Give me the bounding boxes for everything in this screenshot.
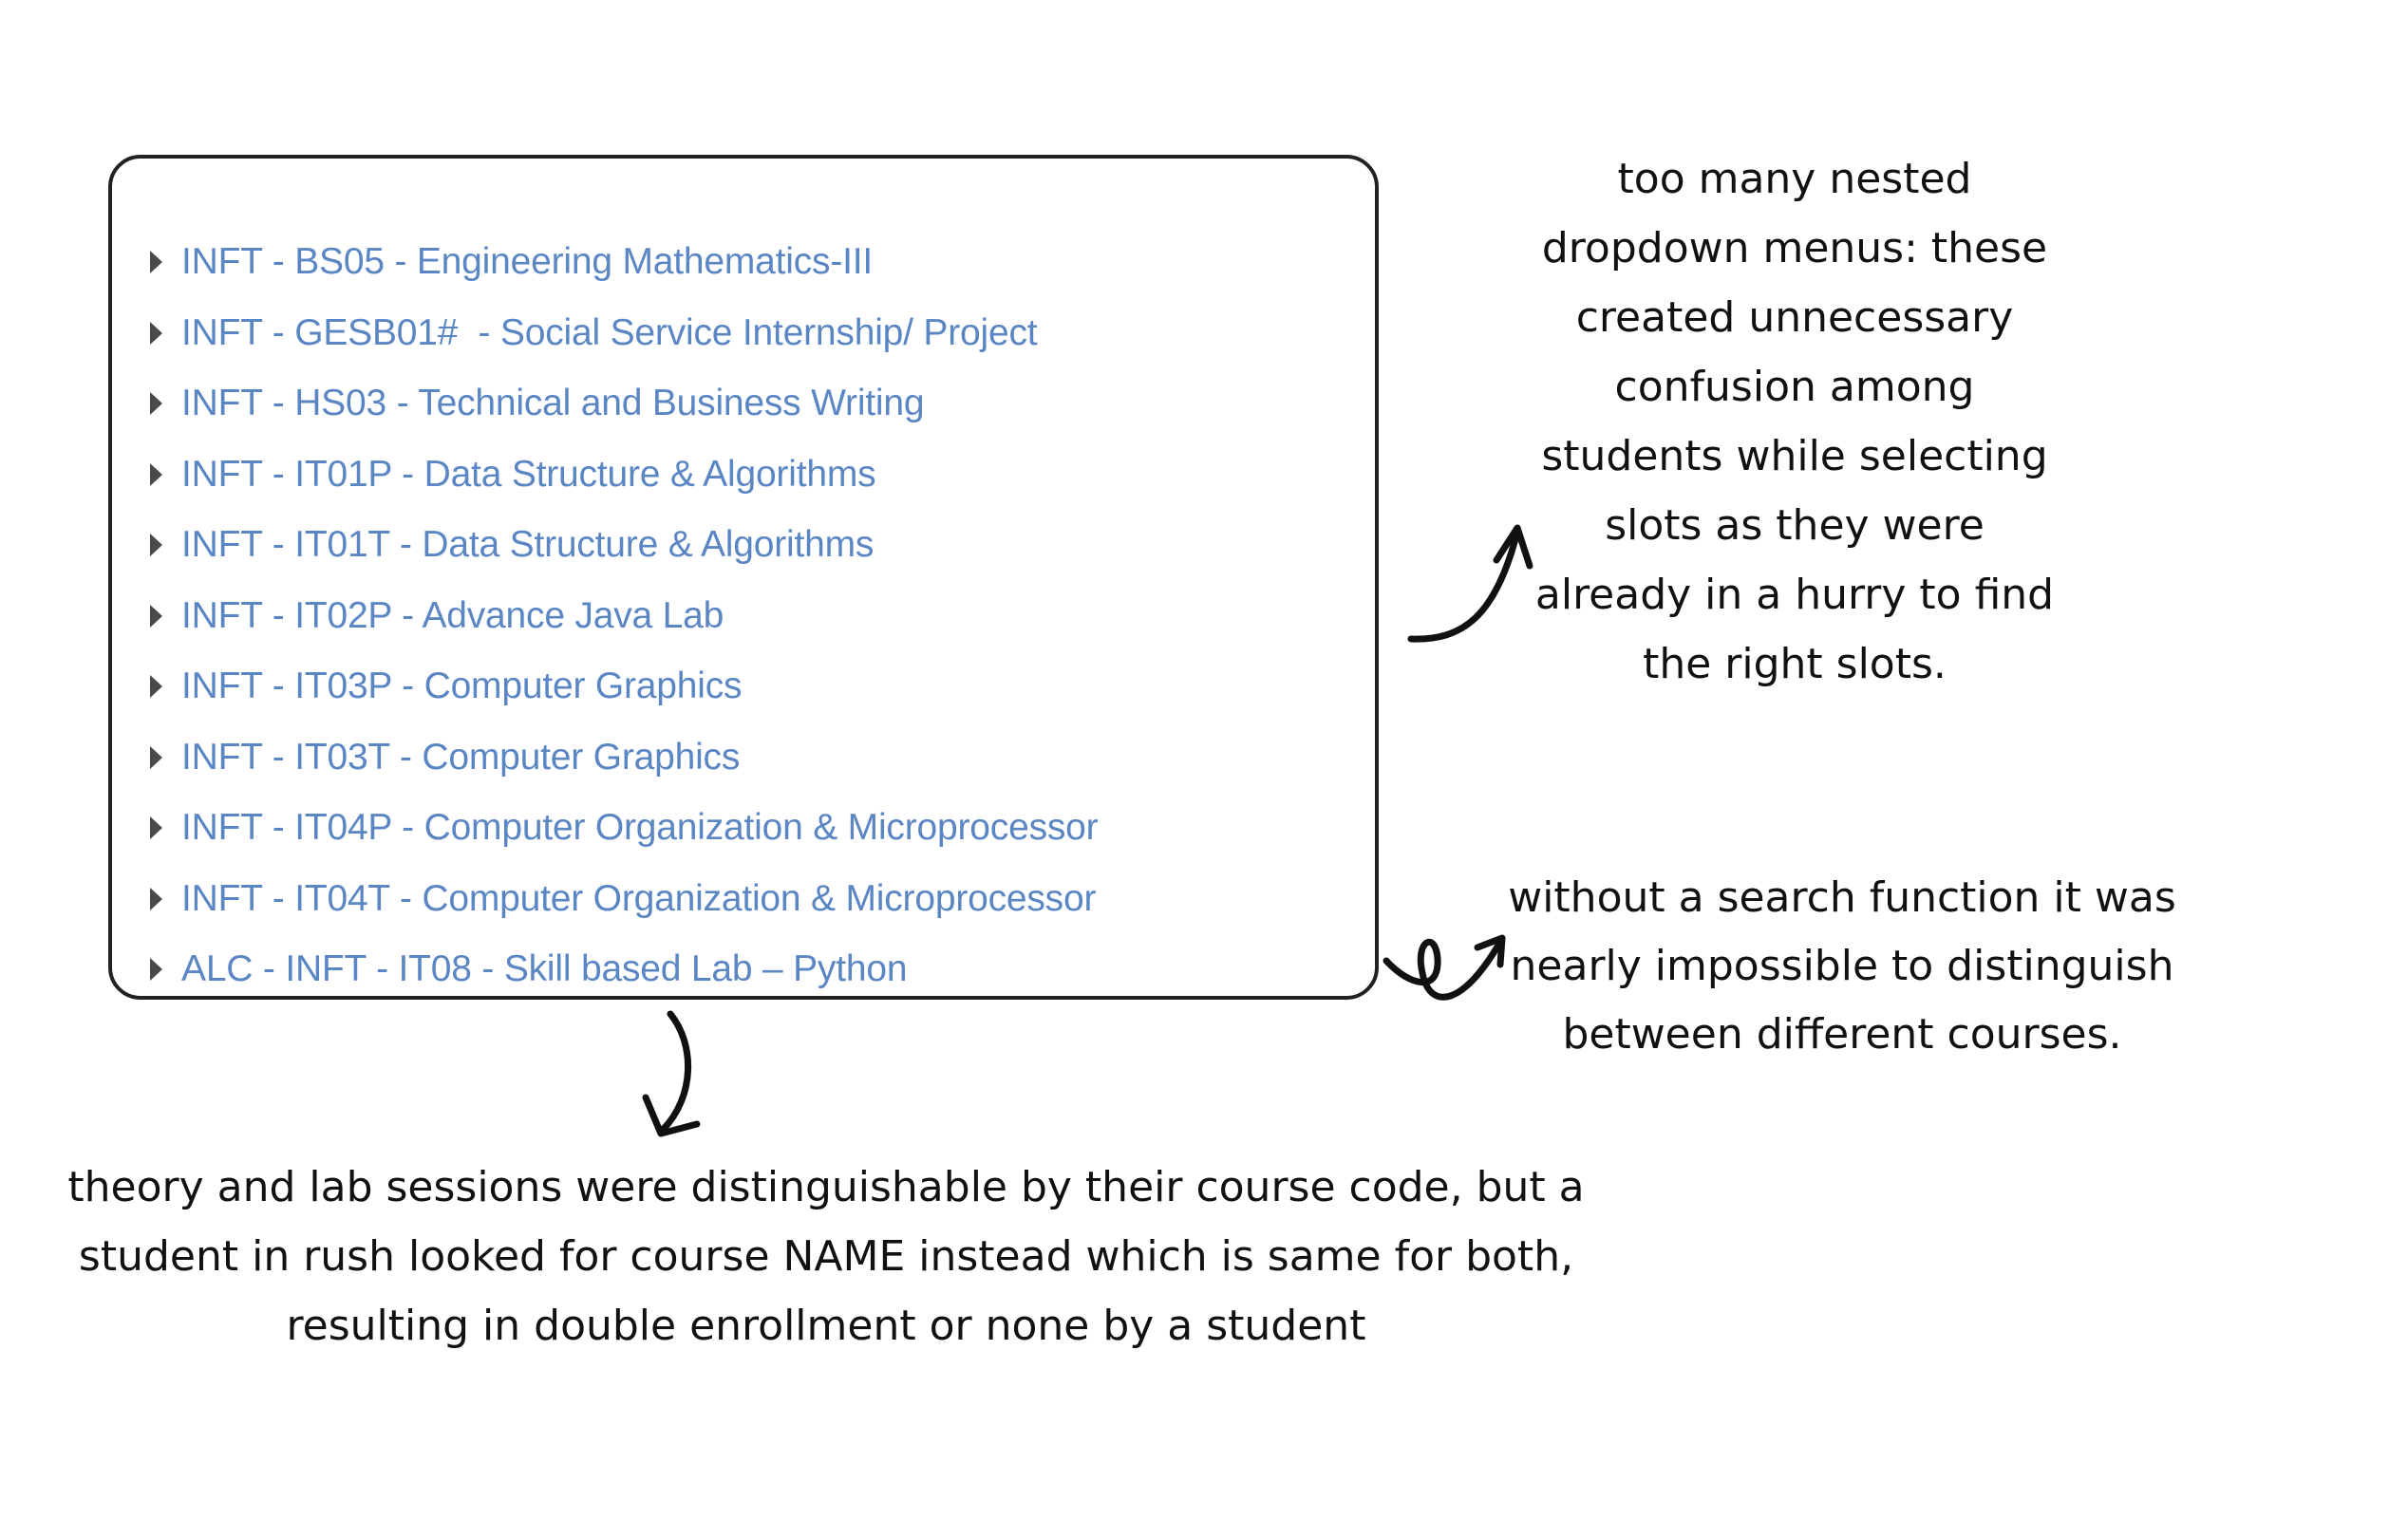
course-label[interactable]: INFT - GESB01# - Social Service Internship/ Project [181,311,1038,353]
caret-right-icon[interactable] [150,251,162,273]
course-item-it04t[interactable] [150,864,1098,935]
course-dropdown-panel [108,155,1379,1000]
course-item-it01t[interactable] [150,510,1098,581]
course-item-it02p[interactable] [150,581,1098,652]
caret-right-icon[interactable] [150,392,162,415]
course-label[interactable]: INFT - IT04P - Computer Organization & Microprocessor [181,807,1099,849]
course-label[interactable]: INFT - IT04T - Computer Organization & Microprocessor [181,877,1097,919]
course-item-it03t[interactable] [150,722,1098,794]
course-label[interactable]: INFT - IT03P - Computer Graphics [181,666,743,707]
course-label[interactable]: INFT - IT01P - Data Structure & Algorithms [181,453,876,495]
course-item-it08[interactable] [150,934,1098,1005]
caret-right-icon[interactable] [150,816,162,839]
course-item-it01p[interactable] [150,440,1098,511]
course-item-hs03[interactable] [150,368,1098,440]
course-list [150,227,1098,1005]
caret-right-icon[interactable] [150,534,162,556]
caret-right-icon[interactable] [150,958,162,981]
caret-right-icon[interactable] [150,322,162,345]
down-arrow-icon [636,1006,722,1149]
caret-right-icon[interactable] [150,463,162,486]
annotation-course-name-confusion: theory and lab sessions were distinguishable by their course code, but a student in rush looked for course NAME instead which is same for both, resulting in double enrollment or none by a student [67,1163,1585,1350]
course-label[interactable]: INFT - IT02P - Advance Java Lab [181,594,724,636]
caret-right-icon[interactable] [150,605,162,628]
course-item-gesb01[interactable] [150,298,1098,369]
course-item-it03p[interactable] [150,651,1098,722]
course-label[interactable]: ALC - INFT - IT08 - Skill based Lab – Python [181,948,908,990]
annotation-no-search: without a search function it was nearly impossible to distinguish between different courses. [1508,873,2176,1059]
course-item-it04p[interactable] [150,793,1098,864]
caret-right-icon[interactable] [150,888,162,910]
course-label[interactable]: INFT - BS05 - Engineering Mathematics-III [181,241,874,283]
caret-right-icon[interactable] [150,675,162,698]
course-label[interactable]: INFT - IT01T - Data Structure & Algorithms [181,524,875,566]
course-label[interactable]: INFT - HS03 - Technical and Business Writing [181,383,925,424]
course-item-bs05[interactable] [150,227,1098,298]
caret-right-icon[interactable] [150,746,162,769]
course-label[interactable]: INFT - IT03T - Computer Graphics [181,736,741,778]
annotation-nested-dropdowns: too many nested dropdown menus: these created unnecessary confusion among students while selecting slots as they were already in a hurry to find the right slots. [1534,155,2055,688]
